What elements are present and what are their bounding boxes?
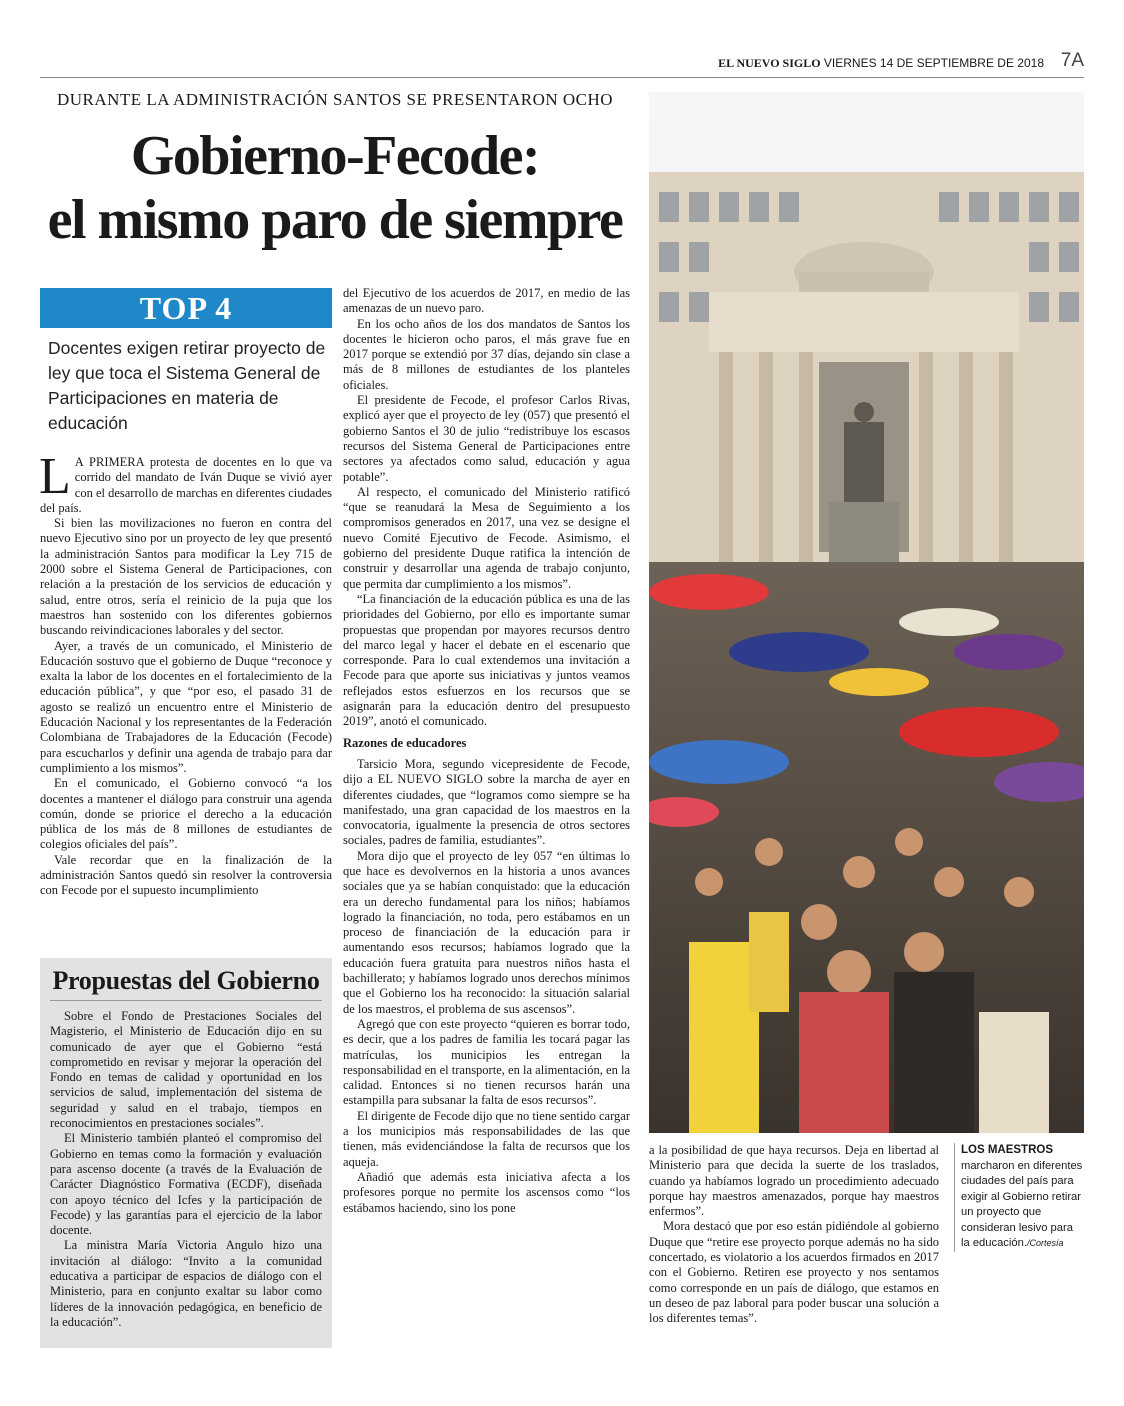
article-paragraph: Agregó que con este proyecto “quieren es borrar todo, es decir, que a los padres de familia les tocará pagar las matrículas, los municipios les entregan la responsabilidad en el transporte, en la alimentación, en la calidad. Entonces si no tienen recursos harán una estampilla para subsanar la falta de esos recursos”. xyxy=(343,1016,630,1108)
deck: Docentes exigen retirar proyecto de ley que toca el Sistema General de Participaciones en materia de educación xyxy=(48,338,326,433)
sidebar-text xyxy=(50,1009,322,1330)
article-paragraph: del Ejecutivo de los acuerdos de 2017, en medio de las amenazas de un nuevo paro. xyxy=(343,286,630,316)
caption-title: LOS MAESTROS xyxy=(961,1144,1054,1156)
article-subhead: Razones de educadores xyxy=(343,735,467,750)
sidebar-paragraph: El Ministerio también planteó el compromiso del Gobierno en temas como la formación y evaluación para ascenso docente (a través de la Evaluación de Carácter Diagnóstico Formativa (ECDF), diseñada con apoyo técnico del Icfes y la participación de Fecode) y las garantías para el ejercicio de la labor docente. xyxy=(50,1131,322,1238)
page-header xyxy=(40,52,1084,78)
article-paragraph: Ayer, a través de un comunicado, el Ministerio de Educación sostuvo que el gobierno de Duque “reconoce y exalta la labor de los docentes en el fortalecimiento de la educación pública”, y que “por eso, el pasado 31 de agosto se realizó un encuentro entre el Ministerio de Educación Nacional y los representantes de la Federación Colombiana de Trabajadores de la Educación (Fecode) para escucharlos y definir una agenda de trabajo para dar cumplimiento a los mismos”. xyxy=(40,638,332,775)
header-meta xyxy=(718,56,1044,71)
sidebar-box xyxy=(40,958,332,1348)
protest-photo-illustration xyxy=(649,92,1084,1133)
article-column-3 xyxy=(649,1143,939,1327)
article-paragraph: Al respecto, el comunicado del Ministerio ratificó “que se reanudará la Mesa de Seguimiento a los compromisos generados en 2017, una vez se designe el nuevo Comité Ejecutivo de Fecode. Asimismo, el gobierno del presidente Duque ratifica la intención de construir y desarrollar una agenda de trabajo conjunto, que permita dar cumplimiento a los mismos”. xyxy=(343,484,630,591)
article-paragraph: Añadió que además esta iniciativa afecta a los profesores porque no permite los ascensos como “los estábamos haciendo, sino los pone xyxy=(343,1169,630,1215)
article-paragraph: El presidente de Fecode, el profesor Carlos Rivas, explicó ayer que el proyecto de ley (057) que presentó el gobierno Santos el 30 de julio “redistribuye los escasos recursos del Sistema General de Participaciones entre sectores ya afectados como salud, educación y agua potable”. xyxy=(343,393,630,484)
sidebar-title: Propuestas del Gobierno xyxy=(50,966,322,1001)
sidebar-paragraph: La ministra María Victoria Angulo hizo una invitación al diálogo: “Invito a la comunidad educativa a participar de espacios de diálogo con el Ministerio, para en conjunto exaltar su labor como líderes de la innovación pedagógica, en beneficio de la educación”. xyxy=(50,1238,322,1329)
headline xyxy=(40,124,630,252)
article-column-1 xyxy=(39,448,332,899)
article-paragraph: Mora destacó que por eso están pidiéndole al gobierno Duque que “retire ese proyecto porque además no ha sido concertado, es violatorio a los acuerdos firmados en 2017 con el Gobierno. Retiren ese proyecto y nos sentamos como corresponde en un país de diálogo, que estamos en un deseo de paz laboral para poder buscar una solución a los diferentes temas”. xyxy=(649,1219,939,1326)
photo-credit: /Cortesía xyxy=(1026,1238,1064,1248)
article-paragraph: Si bien las movilizaciones no fueron en contra del nuevo Ejecutivo sino por un proyecto de ley que presentó la administración Santos para modificar la Ley 715 de 2000 sobre el Sistema General de Participaciones, con relación a la prestación de los servicios de educación y salud, entre otros, sería el reinicio de la puja que los maestros han sostenido con los diferentes gobiernos buscando reivindicaciones laborales y del sector. xyxy=(40,516,332,638)
article-paragraph: a la posibilidad de que haya recursos. Deja en libertad al Ministerio para que decida la suerte de los traslados, cuando ya habíamos logrado un procedimiento adecuado porque hay maestros amenazados, porque hay maestros enfermos”. xyxy=(649,1143,939,1219)
article-paragraph: L A PRIMERA protesta de docentes en lo que va corrido del mandato de Iván Duque se vivió ayer con el desarrollo de marchas en diferentes ciudades del país. xyxy=(39,448,332,515)
issue-date: VIERNES 14 DE SEPTIEMBRE DE 2018 xyxy=(823,56,1044,70)
page-number: 7A xyxy=(1060,50,1084,71)
top-label: TOP 4 xyxy=(40,288,332,328)
caption-text: marcharon en diferentes ciudades del país para exigir al Gobierno retirar un proyecto que consideran lesivo para la educación. xyxy=(961,1159,1083,1249)
article-paragraph: Tarsicio Mora, segundo vicepresidente de Fecode, dijo a EL NUEVO SIGLO sobre la marcha de ayer en diferentes ciudades, que “logramos como siempre se ha manifestado, una gran capacidad de los maestros en la convocatoria, igualmente la presencia de otros sectores sociales, padres de familia, estudiantes”. xyxy=(343,756,630,848)
photo-caption xyxy=(954,1143,1084,1252)
kicker: DURANTE LA ADMINISTRACIÓN SANTOS SE PRESENTARON OCHO xyxy=(56,90,614,109)
article-paragraph: En los ocho años de los dos mandatos de Santos los docentes le hicieron ocho paros, el más grave fue en 2017 porque se extendió por 37 días, dejando sin clase a más de 8 millones de estudiantes de los planteles oficiales. xyxy=(343,316,630,392)
newspaper-name: EL NUEVO SIGLO xyxy=(718,56,821,70)
headline-line-2: el mismo paro de siempre xyxy=(47,189,623,251)
article-paragraph: Vale recordar que en la finalización de la administración Santos quedó sin resolver la controversia con Fecode por el supuesto incumplimiento xyxy=(40,852,332,898)
article-paragraph: El dirigente de Fecode dijo que no tiene sentido cargar a los municipios más responsabilidades de las que tienen, más evidenciándose la falta de recursos que los aqueja. xyxy=(343,1108,630,1169)
article-paragraph: “La financiación de la educación pública es una de las prioridades del Gobierno, por ello es importante sumar propuestas que propendan por mayores recursos dentro del marco legal y hacer el debate en el escenario que corresponde. Para lo cual extendemos una invitación a Fecode para que aporte sus iniciativas y juntos veamos reflejados estos esfuerzos en los recursos que se asignarán para la educación dentro del presupuesto 2019”, anotó el comunicado. xyxy=(343,591,630,729)
drop-cap: L xyxy=(39,448,71,505)
article-paragraph: Mora dijo que el proyecto de ley 057 “en últimas lo que hace es devolvernos en la historia a unos avances sociales que ya se habían conquistado: que la educación era un derecho fundamental para los niños; habíamos logrado la financiación, no toda, pero estábamos en un proceso de financiación de la educación para ir aumentando esos recursos; habíamos logrado que la educación fuera gratuita para nuestros niños hasta el bachillerato; y habíamos logrado unos derechos mínimos que el Gobierno los ha reconocido: la situación salarial de los maestros, el problema de sus ascensos”. xyxy=(343,848,630,1016)
sidebar-paragraph: Sobre el Fondo de Prestaciones Sociales del Magisterio, el Ministerio de Educación dijo en su comunicado de ayer que el Gobierno “está comprometido en revisar y mejorar la operación del Fondo en temas de calidad y oportunidad en los servicios de salud, implementación del sistema de seguridad y salud en el trabajo, tiempos en reconocimientos en prestaciones sociales”. xyxy=(50,1009,322,1131)
article-paragraph: En el comunicado, el Gobierno convocó “a los docentes a mantener el diálogo para construir una agenda común, donde se priorice el derecho a la educación pública de los más de 8 millones de estudiantes de colegios oficiales del país”. xyxy=(40,776,332,852)
article-column-2 xyxy=(343,286,630,1216)
headline-line-1: Gobierno-Fecode: xyxy=(130,125,540,187)
protest-photo xyxy=(649,92,1084,1133)
